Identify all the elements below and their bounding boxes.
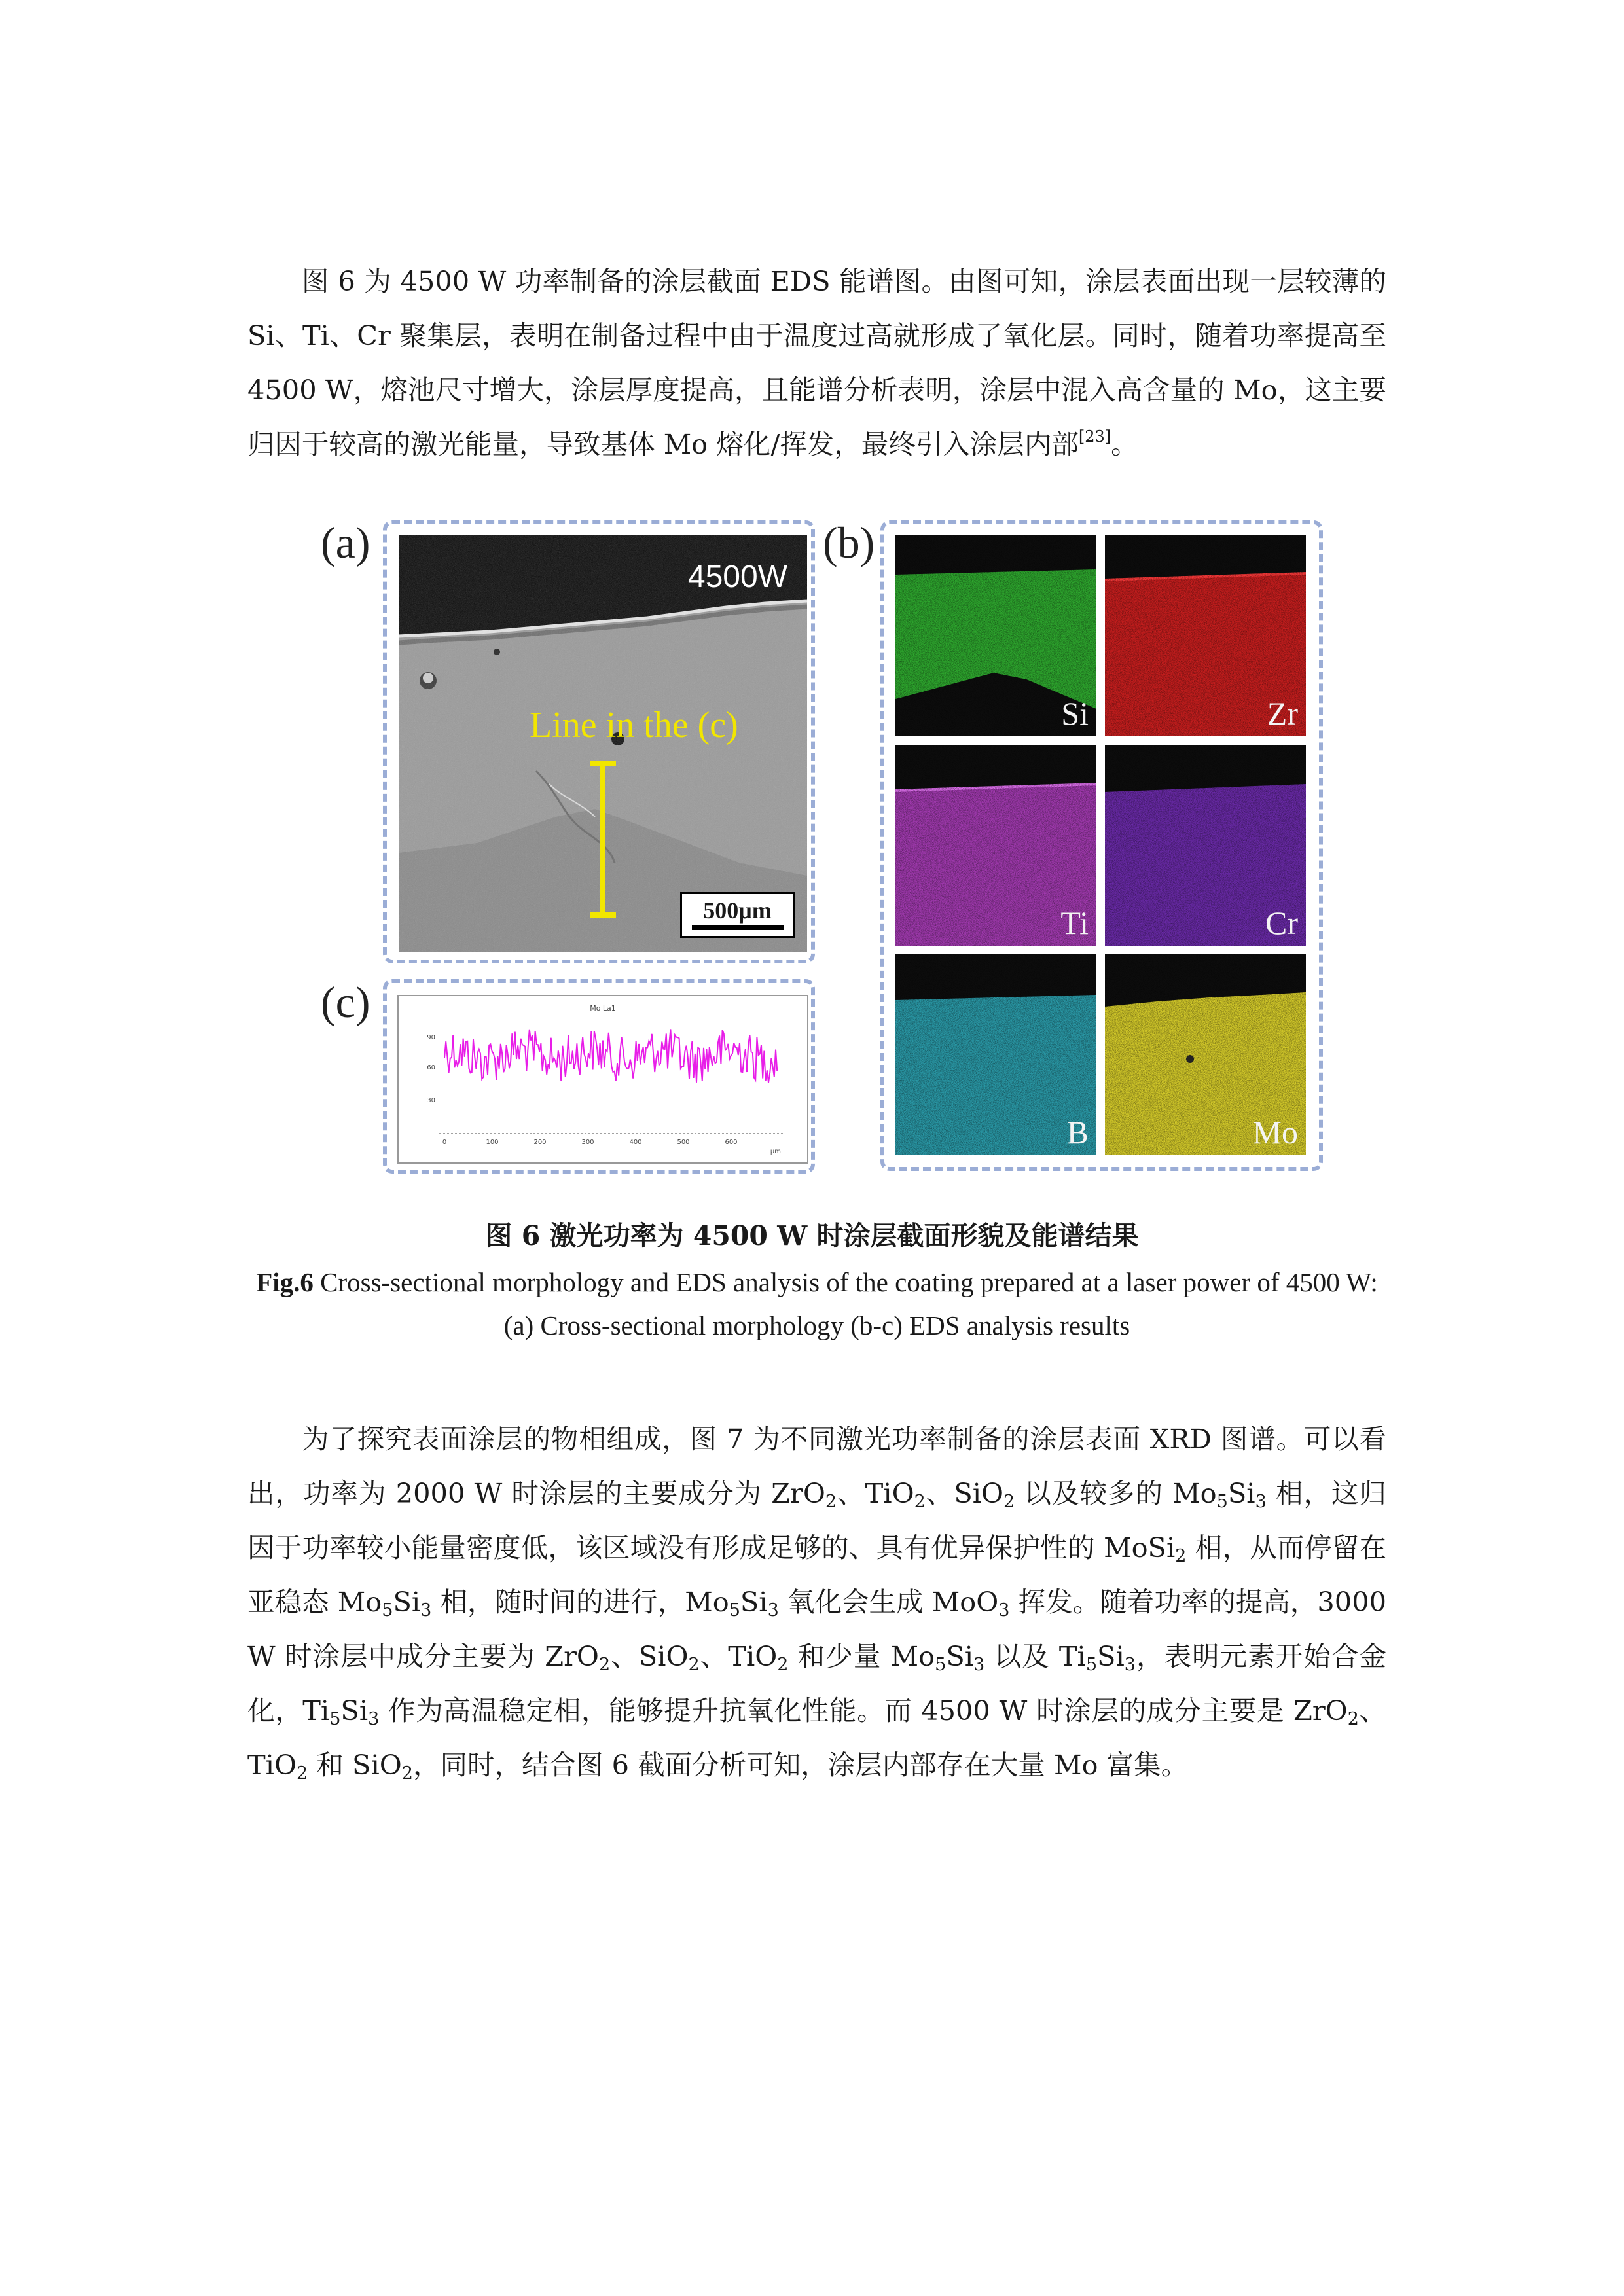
paragraph-2-text: Si: [393, 1586, 421, 1618]
subscript: 2: [825, 1492, 837, 1512]
y-tick-labels: [427, 1034, 435, 1104]
mo-line-scan-chart: [397, 995, 808, 1164]
x-tick-label: 0: [442, 1139, 447, 1146]
subscript: 2: [1347, 1709, 1359, 1729]
subscript: 3: [767, 1600, 779, 1621]
subscript: 5: [729, 1600, 740, 1621]
sem-cross-section-image: [399, 535, 807, 952]
paragraph-2-text: Si: [1227, 1477, 1255, 1509]
paragraph-2-text: 、SiO: [925, 1477, 1004, 1509]
subscript: 2: [688, 1655, 700, 1675]
paragraph-2-text: 、TiO: [699, 1640, 778, 1672]
paragraph-2-text: 挥发。随着功率的提高，3000 W 时涂层中成分主要为 ZrO: [247, 1586, 1386, 1672]
subscript: 5: [382, 1600, 393, 1621]
subscript: 3: [1124, 1655, 1136, 1675]
paragraph-2-text: 相，这归因于功率较小能量密度低，该区域没有形成足够的、具有优异保护性的 MoSi: [247, 1477, 1386, 1564]
x-tick-label: 200: [533, 1139, 547, 1146]
paragraph-2-text: 作为高温稳定相，能够提升抗氧化性能。而 4500 W 时涂层的成分主要是 ZrO: [379, 1695, 1348, 1727]
subscript: 3: [998, 1600, 1010, 1621]
x-tick-label: 400: [629, 1139, 642, 1146]
subscript: 2: [296, 1763, 308, 1784]
eds-map-b-label: B: [1066, 1114, 1089, 1151]
paragraph-1: [247, 254, 1386, 471]
paragraph-2-text: 以及 Ti: [984, 1640, 1086, 1672]
subscript: 2: [1003, 1492, 1015, 1512]
subscript: 5: [329, 1709, 341, 1729]
subscript: 5: [1216, 1492, 1228, 1512]
scale-bar-text: 500μm: [703, 897, 772, 924]
paragraph-2-text: Si: [946, 1640, 974, 1672]
eds-map-mo: [1105, 954, 1306, 1155]
eds-map-si: [895, 535, 1096, 736]
paragraph-2-text: Si: [1097, 1640, 1125, 1672]
subscript: 2: [598, 1655, 611, 1675]
scale-bar: [680, 892, 795, 938]
paragraph-2-text: ，表明元素开始合金化，Ti: [247, 1640, 1386, 1727]
subscript: 2: [914, 1492, 926, 1512]
caption-chinese: 图 6 激光功率为 4500 W 时涂层截面形貌及能谱结果: [485, 1220, 1139, 1251]
subscript: 5: [1085, 1655, 1098, 1675]
eds-map-zr-label: Zr: [1267, 695, 1298, 732]
eds-map-mo-label: Mo: [1252, 1114, 1298, 1151]
subscript: 2: [401, 1763, 413, 1784]
eds-map-cr: [1105, 745, 1306, 946]
paragraph-2-text: 为了探究表面涂层的物相组成，图 7 为不同激光功率制备的涂层表面 XRD 图谱。可以看出，功率为 2000 W 时涂层的主要成分为 ZrO: [247, 1423, 1386, 1509]
caption-english-text: Cross-sectional morphology and EDS analysis of the coating prepared at a laser power of 4500 W: (a) Cross-sectional morphology (b-c) EDS analysis results: [313, 1267, 1378, 1340]
eds-map-si-label: Si: [1061, 695, 1089, 732]
subscript: 3: [368, 1709, 380, 1729]
paragraph-2-text: 、SiO: [610, 1640, 689, 1672]
mo-intensity-trace: [444, 1029, 777, 1083]
paragraph-2-text: 氧化会生成 MoO: [778, 1586, 999, 1618]
paragraph-2: [247, 1412, 1386, 1792]
y-tick-label: 60: [427, 1064, 435, 1071]
panel-a-letter: (a): [321, 518, 370, 567]
subscript: 5: [935, 1655, 947, 1675]
line-scan-label: Line in the (c): [530, 705, 738, 745]
x-tick-label: 100: [486, 1139, 499, 1146]
caption-label: Fig.6: [256, 1267, 314, 1297]
scale-bar-line: [692, 925, 784, 930]
paragraph-2-text: 、TiO: [837, 1477, 914, 1509]
paragraph-1-end: 。: [1111, 428, 1138, 460]
panel-c-letter: (c): [321, 977, 370, 1027]
paragraph-2-text: 相，随时间的进行，Mo: [431, 1586, 729, 1618]
paragraph-2-text: 以及较多的 Mo: [1015, 1477, 1217, 1509]
x-tick-label: 500: [677, 1139, 690, 1146]
x-tick-label: 600: [725, 1139, 738, 1146]
x-unit-label: μm: [770, 1148, 781, 1155]
subscript: 2: [1175, 1546, 1187, 1566]
y-tick-label: 90: [427, 1034, 435, 1041]
subscript: 3: [420, 1600, 432, 1621]
x-tick-labels: [442, 1139, 738, 1146]
eds-map-b: [895, 954, 1096, 1155]
subscript: 3: [973, 1655, 985, 1675]
citation-ref: [23]: [1078, 427, 1111, 446]
paragraph-2-text: 、TiO: [247, 1695, 1386, 1781]
paragraph-2-text: Si: [740, 1586, 768, 1618]
x-tick-label: 300: [581, 1139, 594, 1146]
line-scan-title: Mo La1: [590, 1004, 616, 1013]
y-tick-label: 30: [427, 1097, 435, 1104]
paragraph-2-text: ，同时，结合图 6 截面分析可知，涂层内部存在大量 Mo 富集。: [412, 1749, 1189, 1781]
eds-map-mo-pore: [1186, 1055, 1194, 1063]
paragraph-2-text: Si: [340, 1695, 369, 1727]
paragraph-2-text: 和 SiO: [308, 1749, 402, 1781]
panel-b-letter: (b): [823, 518, 875, 567]
power-label: 4500W: [687, 560, 787, 594]
eds-map-ti: [895, 745, 1096, 946]
eds-map-cr-label: Cr: [1265, 905, 1298, 941]
subscript: 3: [1255, 1492, 1267, 1512]
paragraph-2-text: 和少量 Mo: [788, 1640, 935, 1672]
paragraph-2-text: 相，从而停留在亚稳态 Mo: [247, 1532, 1386, 1618]
paragraph-1-text: 图 6 为 4500 W 功率制备的涂层截面 EDS 能谱图。由图可知，涂层表面出现一层较薄的 Si、Ti、Cr 聚集层，表明在制备过程中由于温度过高就形成了氧化层。同时，随着功率提高至 4500 W，熔池尺寸增大，涂层厚度提高，且能谱分析表明，涂层中混入高含量的 Mo，这主要归因于较高的激光能量，导致基体 Mo 熔化/挥发，最终引入涂层内部: [247, 265, 1386, 460]
eds-map-ti-label: Ti: [1060, 905, 1089, 941]
eds-map-zr: [1105, 535, 1306, 736]
caption-english: [247, 1261, 1386, 1347]
subscript: 2: [777, 1655, 789, 1675]
